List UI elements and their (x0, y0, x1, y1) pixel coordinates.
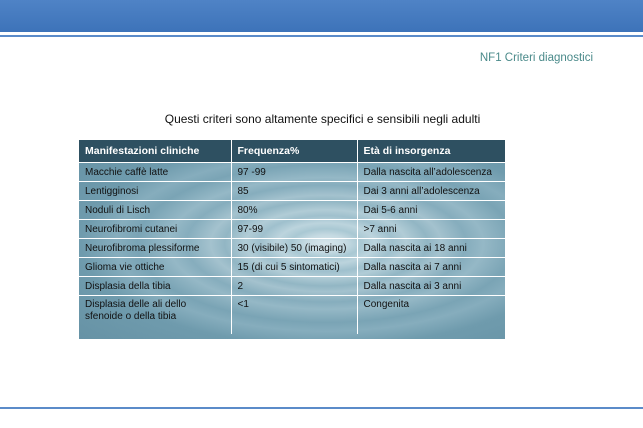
table-cell: 80% (231, 201, 357, 220)
table-cell: Neurofibroma plessiforme (79, 239, 231, 258)
bottom-divider-line (0, 407, 643, 409)
table-row (79, 163, 505, 182)
table-cell: Dai 3 anni all’adolescenza (357, 182, 505, 201)
slide-subtitle: Questi criteri sono altamente specifici e sensibili negli adulti (164, 112, 481, 126)
column-header-eta: Età di insorgenza (357, 140, 505, 163)
table-cell: Dalla nascita ai 18 anni (357, 239, 505, 258)
table-cell: 85 (231, 182, 357, 201)
slide-header-label: NF1 Criteri diagnostici (479, 52, 593, 64)
table-cell: Displasia delle ali dello sfenoide o della tibia (79, 296, 231, 335)
criteria-table-container (79, 140, 505, 339)
table-row (79, 239, 505, 258)
column-header-frequenza: Frequenza% (231, 140, 357, 163)
table-cell: >7 anni (357, 220, 505, 239)
table-cell: 30 (visibile) 50 (imaging) (231, 239, 357, 258)
table-cell: Noduli di Lisch (79, 201, 231, 220)
table-cell: 15 (di cui 5 sintomatici) (231, 258, 357, 277)
table-row (79, 220, 505, 239)
top-banner-bar (0, 0, 643, 32)
criteria-table (79, 140, 505, 334)
table-row (79, 258, 505, 277)
table-row (79, 201, 505, 220)
table-cell: Displasia della tibia (79, 277, 231, 296)
table-row (79, 277, 505, 296)
table-cell: Lentigginosi (79, 182, 231, 201)
table-row (79, 182, 505, 201)
table-cell: Dai 5-6 anni (357, 201, 505, 220)
table-cell: Dalla nascita ai 7 anni (357, 258, 505, 277)
table-cell: Dalla nascita all’adolescenza (357, 163, 505, 182)
table-row (79, 296, 505, 335)
top-divider-line (0, 35, 643, 37)
table-cell: Dalla nascita ai 3 anni (357, 277, 505, 296)
column-header-manifestazioni: Manifestazioni cliniche (79, 140, 231, 163)
table-header-row (79, 140, 505, 163)
table-cell: 2 (231, 277, 357, 296)
table-cell: 97-99 (231, 220, 357, 239)
table-cell: 97 -99 (231, 163, 357, 182)
table-cell: <1 (231, 296, 357, 335)
table-cell: Neurofibromi cutanei (79, 220, 231, 239)
table-cell: Macchie caffè latte (79, 163, 231, 182)
table-cell: Glioma vie ottiche (79, 258, 231, 277)
table-cell: Congenita (357, 296, 505, 335)
